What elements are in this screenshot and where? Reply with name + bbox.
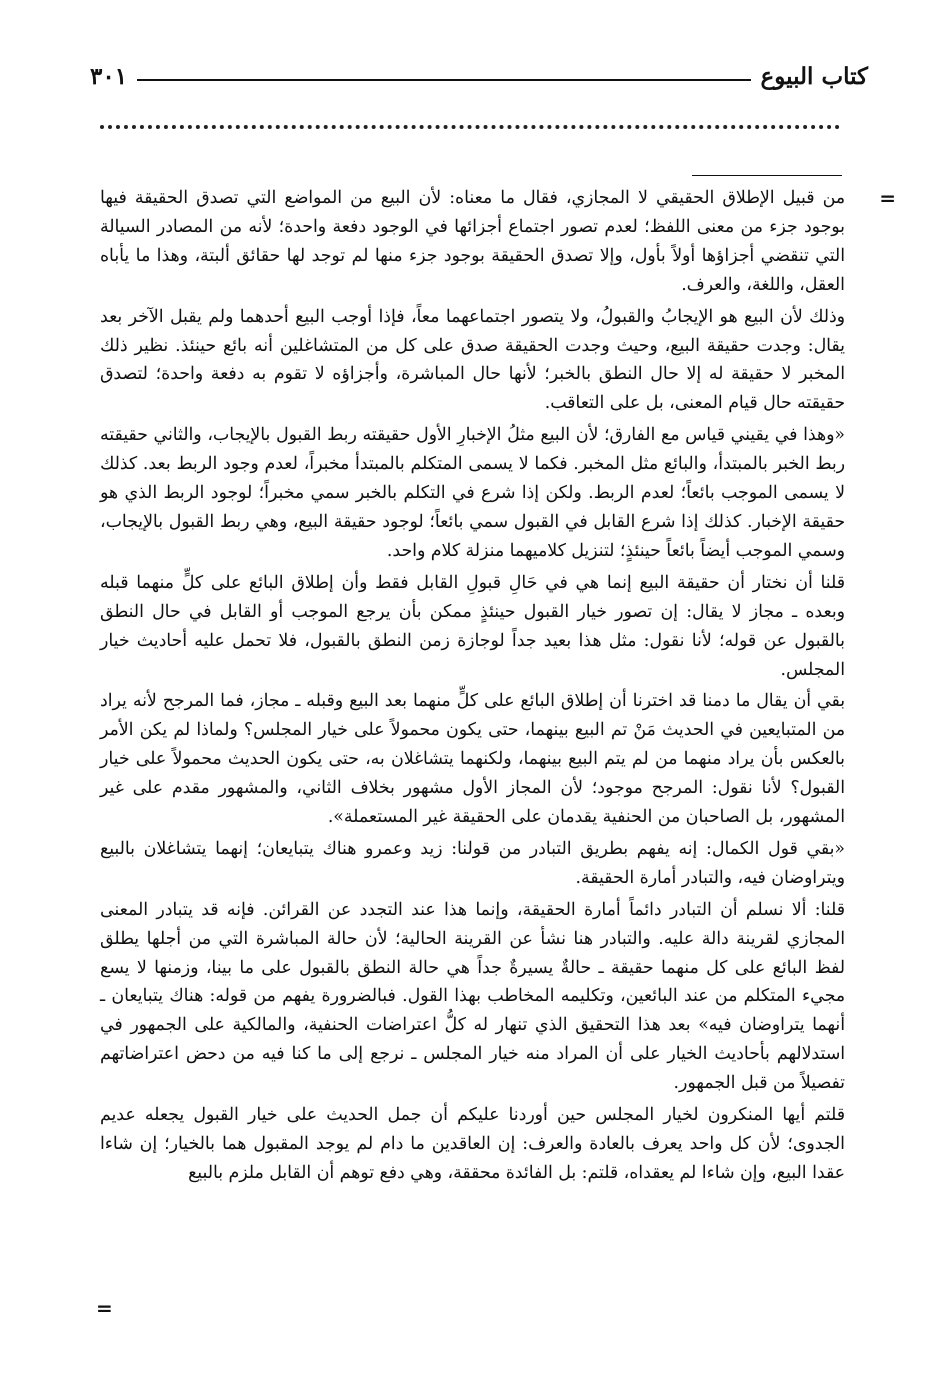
paragraph: «وهذا في يقيني قياس مع الفارق؛ لأن البيع مثلُ الإخبارِ الأول حقيقته ربط القبول بالإيجاب، والثاني حقيقته ربط الخبر بالمبتدأ، والبائع مثل المخبر. فكما لا يسمى المتكلم بالمبتدأ مخبراً، لعدم وجود الربط بعد. كذلك لا يسمى الموجب بائعاً؛ لعدم الربط. ولكن إذا شرع في التكلم بالخبر سمي مخبراً؛ لوجود الربط الذي هو حقيقة الإخبار. كذلك إذا شرع القابل في القبول سمي بائعاً؛ لوجود حقيقة البيع، وهي ربط القبول بالإيجاب، وسمي الموجب أيضاً بائعاً حينئذٍ؛ لتنزيل كلاميهما منزلة كلام واحد. — [100, 425, 845, 561]
paragraph: «بقي قول الكمال: إنه يفهم بطريق التبادر من قولنا: زيد وعمرو هناك يتبايعان؛ إنهما يتشاغلان بالبيع ويتراوضان فيه، والتبادر أمارة الحقيقة. — [100, 838, 845, 888]
paragraph: بقي أن يقال ما دمنا قد اخترنا أن إطلاق البائع على كلٍّ منهما بعد البيع وقبله ـ مجاز، فما المرجح لأنه يراد من المتبايعين في الحديث مَنْ تم البيع بينهما، حتى يكون محمولاً على خيار المجلس؟ ولماذا لم يكن الأمر بالعكس بأن يراد منهما من لم يتم البيع بينهما، ولكنهما يتشاغلان به، حتى يكون الحديث محمولاً على خيار القبول؟ لأنا نقول: المرجح موجود؛ لأن المجاز الأول مشهور بخلاف الثاني، والمشهور مقدم على غير المشهور، بل الصاحبان من الحنفية يقدمان على الحقيقة غير المستعملة». — [100, 691, 845, 828]
continuation-mark-top: = — [879, 186, 896, 210]
header-rule — [137, 79, 750, 81]
paragraph: وذلك لأن البيع هو الإيجابُ والقبولُ، ولا يتصور اجتماعهما معاً، فإذا أوجب البيع أحدهما ولم يقبل الآخر بعد يقال: وجدت حقيقة البيع، وحيث وجدت الحقيقة صدق على كل من المتشاغلين أنه بائع حينئذ. نظير ذلك المخبر لا حقيقة له إلا حال النطق بالخبر؛ لأنها حال المباشرة، وأجزاؤه لا تقوم به دفعة واحدة؛ لتصدق حقيقته حال قيام المعنى، بل على التعاقب. — [100, 306, 845, 414]
paragraph: قلنا: ألا نسلم أن التبادر دائماً أمارة الحقيقة، وإنما هذا عند التجدد عن القرائن. فإنه قد يتبادر المعنى المجازي لقرينة دالة عليه. والتبادر هنا نشأ عن القرينة الحالية؛ لأن حالة المباشرة التي من أجلها يطلق لفظ البائع على كل منهما حقيقة ـ حالةٌ يسيرةٌ جداً هي حالة النطق بالقبول على ما بينا، وزمنها لا يسع مجيء المتكلم من عند البائعين، وتكليمه المخاطب بهذا القول. فبالضرورة يفهم من قوله: هناك يتبايعان ـ أنهما يتراوضان فيه» بعد هذا التحقيق الذي تنهار له كلُّ اعتراضات الحنفية، والمالكية على الجمهور في استدلالهم بأحاديث الخيار على أن المراد منه خيار المجلس ـ نرجع إلى ما كنا فيه من دحض اعتراضاتهم تفصيلاً من قبل الجمهور. — [100, 899, 845, 1094]
paragraph: قلتم أيها المنكرون لخيار المجلس حين أوردنا عليكم أن جمل الحديث على خيار القبول يجعله عديم الجدوى؛ لأن كل واحد يعرف بالعادة والعرف: إن العاقدين ما دام لم يوجد المقبول هما بالخيار؛ إن شاءا عقدا البيع، وإن شاءا لم يعقداه، قلتم: بل الفائدة محققة، وهي دفع توهم أن القابل ملزم بالبيع — [100, 1105, 845, 1183]
page-number: ٣٠١ — [90, 62, 128, 90]
page-header — [90, 56, 868, 96]
continuation-mark-bottom: = — [96, 1296, 113, 1320]
paragraph: قلنا أن نختار أن حقيقة البيع إنما هي في حَالِ قبولِ القابل فقط وأن إطلاق البائع على كلٍّ منهما قبله وبعده ـ مجاز لا يقال: إن تصور خيار القبول حينئذٍ ممكن بأن يرجع الموجب أو القابل في حال النطق بالقبول عن قوله؛ لأنا نقول: مثل هذا بعيد جداً لوجازة زمن النطق بالقبول، فلا تحمل عليه أحاديث خيار المجلس. — [100, 572, 845, 680]
footnote-rule — [692, 175, 842, 176]
footnote-text — [100, 184, 845, 1188]
dotted-separator — [100, 125, 840, 129]
running-title: كتاب البيوع — [760, 62, 868, 90]
paragraph: من قبيل الإطلاق الحقيقي لا المجازي، فقال ما معناه: لأن البيع من المواضع التي تصدق الحقيقة فيها بوجود جزء من معنى اللفظ؛ لعدم تصور اجتماع أجزائها في الوجود دفعة واحدة؛ لأنه من المصادر السيالة التي تنقضي أجزاؤها أولاً بأول، وإلا تصدق الحقيقة بوجود جزء منها لم توجد لها حقائق ألبتة، وهذا ما يأباه العقل، واللغة، والعرف. — [100, 188, 845, 295]
